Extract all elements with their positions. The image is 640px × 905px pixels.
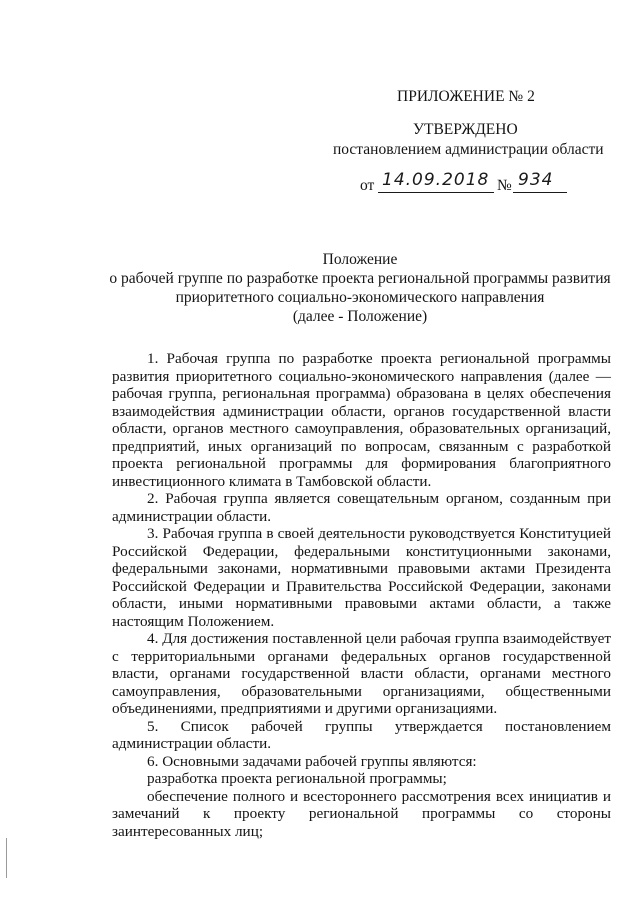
approved-by-text: постановлением администрации области xyxy=(333,141,604,158)
appendix-label: ПРИЛОЖЕНИЕ № 2 xyxy=(397,88,535,105)
paragraph-3: 3. Рабочая группа в своей деятельности руководствуется Конституцией Российской Федерации, федеральными конституционными законами, федеральными законами, нормативными правовыми актами Президента Российской Федерации и Правительства Российской Федерации, законами области, иными нормативными правовыми актами области, а также настоящим Положением. xyxy=(112,525,611,630)
scan-edge-mark xyxy=(6,838,7,878)
paragraph-5-line-2: администрации области. xyxy=(112,735,272,752)
date-underline xyxy=(378,192,494,193)
task-item-2: обеспечение полного и всестороннего рассмотрения всех инициатив и замечаний к проекту региональной программы со стороны заинтересованных лиц; xyxy=(112,787,611,840)
paragraph-1: 1. Рабочая группа по разработке проекта региональной программы развития приоритетного социально-экономического направления (далее — рабочая группа, региональная программа) образована в целях обеспечения взаимодействия администрации области, органов государственной власти области, органов местного самоуправления, образовательных организаций, предприятий, иных организаций по вопросам, связанным с разработкой проекта региональной программы для формирования благоприятного инвестиционного климата в Тамбовской области. xyxy=(112,350,611,490)
paragraph-6: 6. Основными задачами рабочей группы являются: xyxy=(147,752,477,770)
handwritten-date: 14.09.2018 xyxy=(382,170,490,190)
handwritten-number: 934 xyxy=(518,170,554,190)
number-underline xyxy=(513,192,567,193)
number-prefix: № xyxy=(497,177,512,194)
task-item-1: разработка проекта региональной программы; xyxy=(147,770,447,787)
title-line-3: приоритетного социально-экономического направления xyxy=(175,289,545,306)
title-line-4: (далее - Положение) xyxy=(292,308,428,325)
document-title xyxy=(100,250,620,326)
document-body xyxy=(112,350,611,840)
title-line-2: о рабочей группе по разработке проекта региональной программы развития xyxy=(109,270,611,287)
date-prefix: от xyxy=(360,177,375,194)
paragraph-2: 2. Рабочая группа является совещательным органом, созданным при администрации области. xyxy=(112,490,611,525)
paragraph-4: 4. Для достижения поставленной цели рабочая группа взаимодействует с территориальными органами федеральных органов государственной власти, органами государственной власти области, органами местного самоуправления, образовательными организациями, общественными объединениями, предприятиями и другими организациями. xyxy=(112,630,611,717)
title-line-1: Положение xyxy=(322,251,398,268)
paragraph-5-line-1: 5. Список рабочей группы утверждается постановлением xyxy=(147,717,611,735)
approved-label: УТВЕРЖДЕНО xyxy=(413,121,518,138)
